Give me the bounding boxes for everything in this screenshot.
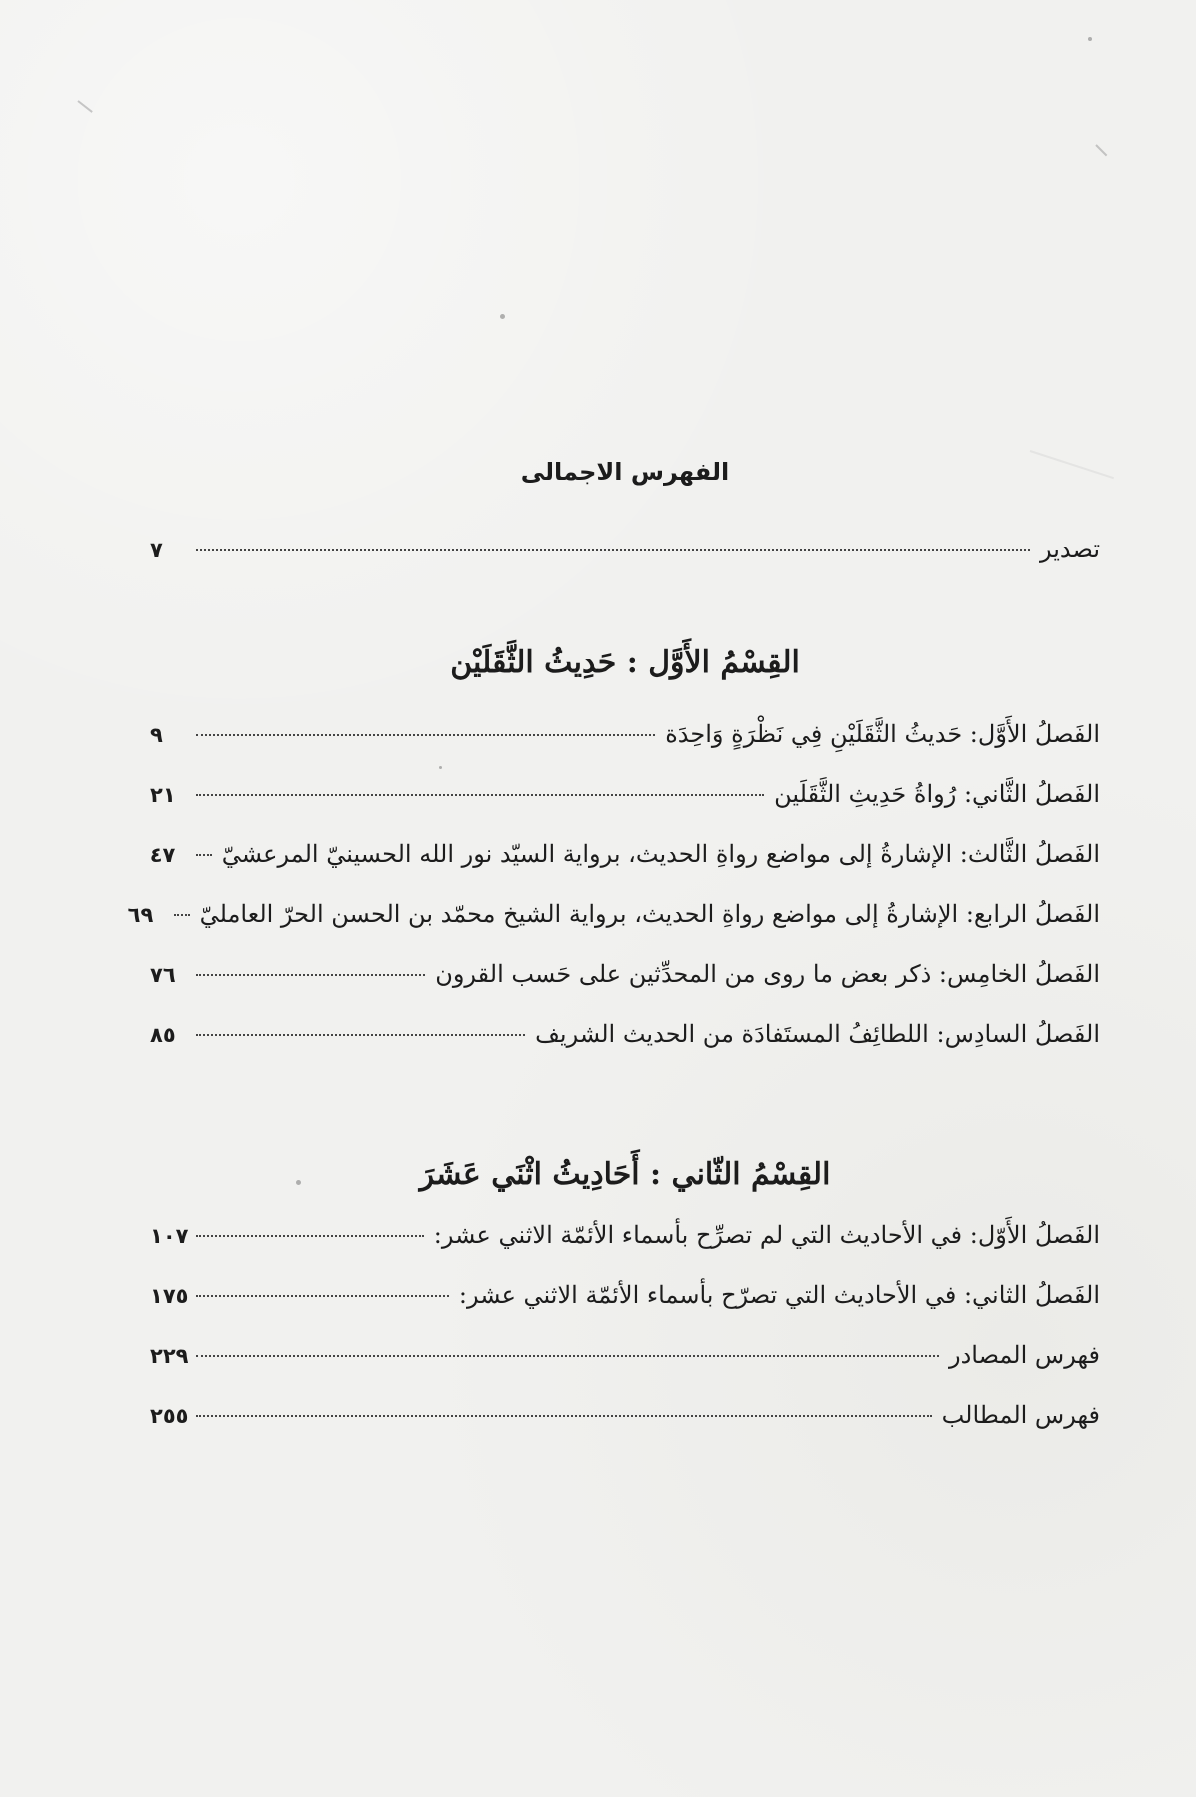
toc-entry-part-one-chapter-4 [127,900,1100,928]
entry-label: تصدير [1039,535,1100,563]
entry-label: الفَصلُ الثاني: في الأحاديث التي تصرّح بأسماء الأئمّة الاثني عشر: [458,1281,1100,1309]
dot-leader [196,549,1030,551]
toc-entry-part-one-chapter-6 [150,1022,1100,1046]
toc-entry-part-one-chapter-1 [150,722,1100,746]
entry-page-number: ٧ [150,538,163,562]
toc-entry-part-one-chapter-2 [150,782,1100,806]
dot-leader [196,974,425,976]
entry-page-number: ١٧٥ [150,1284,189,1308]
entry-page-number: ٢٢٩ [150,1344,189,1368]
entry-label: الفَصلُ الخامِس: ذكر بعض ما روى من المحدِّثين على حَسب القرون [435,960,1100,988]
entry-label: الفَصلُ الأَوَّل: حَديثُ الثَّقَلَيْنِ فِي نَظْرَةٍ وَاحِدَة [665,720,1100,748]
page-scratch [1095,144,1107,156]
entry-page-number: ١٠٧ [150,1224,189,1248]
entry-label: الفَصلُ الرابع: الإشارةُ إلى مواضع رواةِ الحديث، برواية الشيخ محمّد بن الحسن الحرّ العامليّ [199,900,1100,928]
page-scratch [77,100,92,113]
toc-entry-part-one-chapter-3 [150,842,1100,866]
entry-page-number: ٤٧ [149,843,176,867]
page-speck [1088,37,1092,41]
dot-leader [196,734,655,736]
dot-leader [196,854,212,856]
toc-entry-contents-index [150,1403,1100,1427]
part-one-title: القِسْمُ الأَوَّل : حَدِيثُ الثَّقَلَيْن [450,645,800,680]
entry-page-number: ٧٦ [150,963,176,987]
toc-entry-preface [150,537,1100,561]
dot-leader [196,1415,932,1417]
entry-label: الفَصلُ السادِس: اللطائِفُ المستَفادَة من الحديث الشريف [535,1020,1100,1048]
entry-label: الفَصلُ الأَوّل: في الأحاديث التي لم تصرِّح بأسماء الأئمّة الاثني عشر: [433,1221,1100,1249]
toc-entry-part-two-chapter-2 [150,1283,1100,1307]
entry-page-number: ٦٩ [127,903,154,927]
dot-leader [196,1295,449,1297]
toc-entry-part-one-chapter-5 [150,962,1100,986]
entry-label: فهرس المطالب [941,1401,1100,1429]
entry-page-number: ٢٥٥ [150,1404,189,1428]
toc-entry-part-two-chapter-1 [150,1223,1100,1247]
dot-leader [196,794,764,796]
dot-leader [196,1235,424,1237]
entry-page-number: ٩ [150,723,163,747]
page-speck [500,314,505,319]
dot-leader [196,1355,939,1357]
contents-heading: الفهرس الاجمالی [520,458,730,486]
page-speck [439,766,442,769]
dot-leader [174,914,190,916]
entry-label: الفَصلُ الثَّاني: رُواةُ حَدِيثِ الثَّقَلَين [774,780,1100,808]
entry-page-number: ٢١ [150,783,176,807]
dot-leader [196,1034,525,1036]
entry-page-number: ٨٥ [150,1023,176,1047]
entry-label: الفَصلُ الثَّالث: الإشارةُ إلى مواضع رواةِ الحديث، برواية السيّد نور الله الحسينيّ المرعشيّ [221,840,1100,868]
part-two-title: القِسْمُ الثّاني : أَحَادِيثُ اثْنَي عَشَرَ [419,1157,831,1192]
toc-entry-sources-index [150,1343,1100,1367]
entry-label: فهرس المصادر [949,1341,1100,1369]
